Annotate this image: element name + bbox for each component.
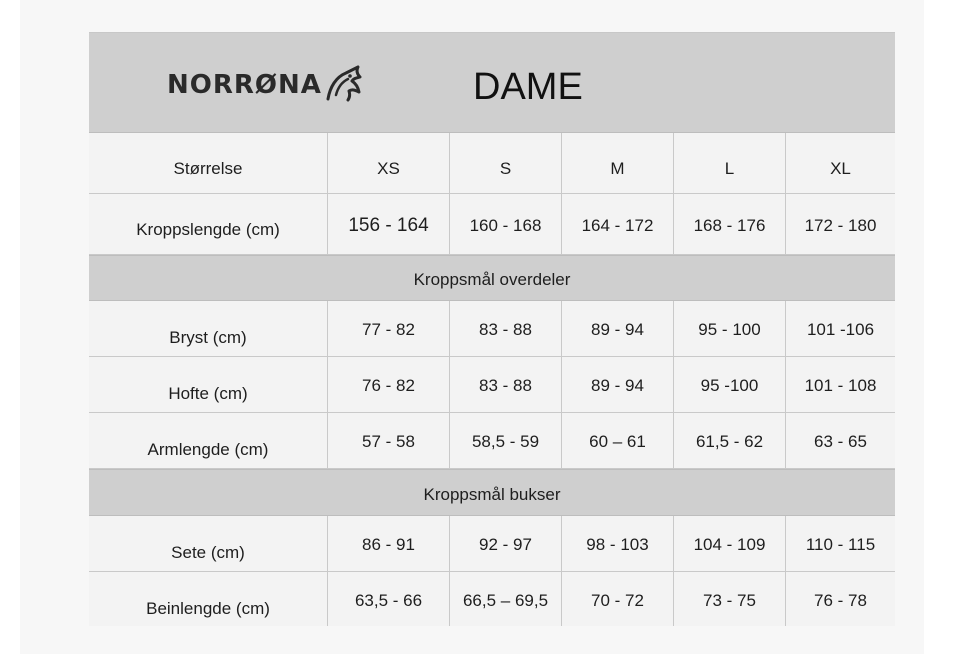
- value-cell: [449, 516, 561, 571]
- value: 156 - 164: [348, 215, 429, 236]
- value-cell: [785, 301, 895, 356]
- value: 89 - 94: [591, 320, 644, 339]
- value-cell: [561, 516, 673, 571]
- row-label: Sete (cm): [171, 543, 245, 562]
- value: 57 - 58: [362, 432, 415, 451]
- body-length-row: [89, 194, 895, 255]
- value: 77 - 82: [362, 320, 415, 339]
- chart-header: [89, 33, 895, 133]
- value: 168 - 176: [693, 216, 766, 235]
- row-label-cell: [89, 301, 327, 356]
- value: 95 -100: [700, 376, 759, 395]
- horse-head-icon: [324, 65, 364, 105]
- value: 101 - 108: [804, 376, 877, 395]
- value-cell: [449, 413, 561, 468]
- row-label: Størrelse: [173, 159, 243, 178]
- value-cell: [673, 516, 785, 571]
- value: 89 - 94: [591, 376, 644, 395]
- row-label-cell: [89, 133, 327, 193]
- value: 95 - 100: [698, 320, 761, 339]
- section-title: Kroppsmål overdeler: [413, 270, 571, 289]
- value-cell: [561, 301, 673, 356]
- value-cell: [327, 572, 449, 626]
- value-cell: [673, 301, 785, 356]
- value: 98 - 103: [586, 535, 649, 554]
- value: 76 - 78: [814, 591, 867, 610]
- row-label: Hofte (cm): [168, 384, 248, 403]
- value: 92 - 97: [479, 535, 532, 554]
- value-cell: [673, 572, 785, 626]
- value: 164 - 172: [581, 216, 654, 235]
- value: 76 - 82: [362, 376, 415, 395]
- value: 83 - 88: [479, 320, 532, 339]
- row-label: Armlengde (cm): [147, 440, 269, 459]
- size-cell: [449, 133, 561, 193]
- value-cell: [449, 572, 561, 626]
- row-label-cell: [89, 357, 327, 412]
- size-header-row: [89, 133, 895, 194]
- value-cell: [561, 572, 673, 626]
- value: 104 - 109: [693, 535, 766, 554]
- value: 86 - 91: [362, 535, 415, 554]
- value-cell: [673, 413, 785, 468]
- size-xl: XL: [830, 159, 851, 178]
- section-title: Kroppsmål bukser: [423, 485, 561, 504]
- row-label-cell: [89, 572, 327, 626]
- value: 58,5 - 59: [471, 432, 540, 451]
- value-cell: [327, 301, 449, 356]
- value: 61,5 - 62: [695, 432, 764, 451]
- chart-title: DAME: [473, 66, 583, 108]
- value-cell: [327, 413, 449, 468]
- value-cell: [561, 194, 673, 254]
- chest-row: [89, 301, 895, 357]
- value-cell: [449, 301, 561, 356]
- leg-length-row: [89, 572, 895, 626]
- row-label-cell: [89, 413, 327, 468]
- row-label: Bryst (cm): [169, 328, 247, 347]
- row-label-cell: [89, 516, 327, 571]
- size-xs: XS: [377, 159, 400, 178]
- value-cell: [449, 357, 561, 412]
- value: 172 - 180: [804, 216, 877, 235]
- brand-logo: [167, 65, 364, 105]
- value: 63,5 - 66: [354, 591, 423, 610]
- brand-name: NORRØNA: [167, 70, 322, 100]
- value-cell: [785, 413, 895, 468]
- size-cell: [327, 133, 449, 193]
- section-header-trousers: [89, 469, 895, 516]
- size-m: M: [610, 159, 625, 178]
- size-cell: [785, 133, 895, 193]
- arm-length-row: [89, 413, 895, 469]
- value-cell: [785, 516, 895, 571]
- value-cell: [327, 194, 449, 254]
- value-cell: [785, 572, 895, 626]
- value: 73 - 75: [703, 591, 756, 610]
- seat-row: [89, 516, 895, 572]
- value: 60 – 61: [589, 432, 646, 451]
- row-label-cell: [89, 194, 327, 254]
- value: 101 -106: [806, 320, 875, 339]
- value: 110 - 115: [805, 535, 876, 554]
- row-label: Kroppslengde (cm): [136, 220, 280, 239]
- row-label: Beinlengde (cm): [146, 599, 270, 618]
- size-cell: [673, 133, 785, 193]
- size-cell: [561, 133, 673, 193]
- value: 160 - 168: [469, 216, 542, 235]
- value: 66,5 – 69,5: [462, 591, 549, 610]
- value-cell: [673, 357, 785, 412]
- value: 70 - 72: [591, 591, 644, 610]
- value: 63 - 65: [814, 432, 867, 451]
- size-chart: [89, 32, 895, 626]
- size-l: L: [724, 159, 735, 178]
- value-cell: [673, 194, 785, 254]
- value-cell: [449, 194, 561, 254]
- value-cell: [327, 357, 449, 412]
- section-header-tops: [89, 255, 895, 301]
- value-cell: [561, 357, 673, 412]
- value: 83 - 88: [479, 376, 532, 395]
- size-s: S: [499, 159, 512, 178]
- value-cell: [785, 357, 895, 412]
- value-cell: [785, 194, 895, 254]
- value-cell: [561, 413, 673, 468]
- value-cell: [327, 516, 449, 571]
- hip-row: [89, 357, 895, 413]
- page-background: [20, 0, 924, 654]
